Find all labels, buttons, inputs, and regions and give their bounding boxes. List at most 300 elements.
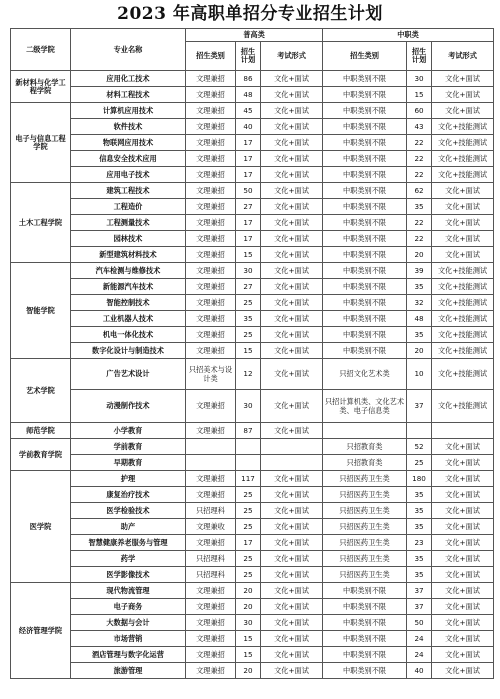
header-vocational-exam: 考试形式 [432,42,494,71]
major-cell: 医学影像技术 [71,567,186,583]
vocational-quota-cell: 32 [407,295,432,311]
vocational-quota-cell: 35 [407,327,432,343]
table-row [11,231,494,247]
general-category-cell: 文理兼招 [186,471,236,487]
general-quota-cell: 17 [236,535,261,551]
vocational-category-cell: 中职类别不限 [323,247,407,263]
table-row [11,519,494,535]
general-category-cell: 文理兼招 [186,135,236,151]
general-exam-cell: 文化+面试 [261,423,323,439]
table-body [11,71,494,679]
table-row [11,471,494,487]
vocational-quota-cell [407,423,432,439]
vocational-category-cell: 中职类别不限 [323,167,407,183]
table-row [11,423,494,439]
major-cell: 工业机器人技术 [71,311,186,327]
vocational-category-cell: 中职类别不限 [323,183,407,199]
header-general-exam: 考试形式 [261,42,323,71]
vocational-quota-cell: 52 [407,439,432,455]
general-exam-cell: 文化+面试 [261,295,323,311]
vocational-category-cell: 中职类别不限 [323,103,407,119]
vocational-category-cell: 中职类别不限 [323,295,407,311]
table-row [11,327,494,343]
vocational-quota-cell: 15 [407,87,432,103]
vocational-exam-cell: 文化+技能测试 [432,263,494,279]
general-category-cell: 文理兼招 [186,343,236,359]
dept-cell: 学前教育学院 [11,439,71,471]
vocational-quota-cell: 24 [407,647,432,663]
table-row [11,295,494,311]
vocational-category-cell: 中职类别不限 [323,631,407,647]
table-row [11,567,494,583]
vocational-category-cell [323,423,407,439]
vocational-category-cell: 中职类别不限 [323,135,407,151]
general-category-cell: 只招理科 [186,503,236,519]
vocational-exam-cell: 文化+面试 [432,87,494,103]
vocational-category-cell: 只招文化艺术类 [323,359,407,390]
general-category-cell: 文理兼招 [186,167,236,183]
vocational-exam-cell: 文化+技能测试 [432,311,494,327]
vocational-category-cell: 中职类别不限 [323,583,407,599]
table-row [11,87,494,103]
general-category-cell: 文理兼招 [186,263,236,279]
vocational-exam-cell: 文化+面试 [432,535,494,551]
vocational-quota-cell: 37 [407,390,432,423]
vocational-exam-cell: 文化+面试 [432,455,494,471]
page-title: 2023 年高职单招分专业招生计划 [117,4,383,24]
vocational-category-cell: 只招计算机类、文化艺术类、电子信息类 [323,390,407,423]
vocational-category-cell: 只招医药卫生类 [323,503,407,519]
table-row [11,439,494,455]
general-exam-cell: 文化+面试 [261,311,323,327]
vocational-exam-cell: 文化+面试 [432,71,494,87]
vocational-quota-cell: 180 [407,471,432,487]
general-quota-cell: 17 [236,215,261,231]
vocational-exam-cell: 文化+面试 [432,519,494,535]
general-quota-cell: 25 [236,327,261,343]
vocational-category-cell: 中职类别不限 [323,71,407,87]
vocational-quota-cell: 30 [407,71,432,87]
vocational-category-cell: 中职类别不限 [323,311,407,327]
general-exam-cell: 文化+面试 [261,390,323,423]
vocational-quota-cell: 37 [407,583,432,599]
general-exam-cell: 文化+面试 [261,327,323,343]
general-exam-cell: 文化+面试 [261,71,323,87]
vocational-category-cell: 中职类别不限 [323,87,407,103]
header-major: 专业名称 [71,29,186,71]
major-cell: 软件技术 [71,119,186,135]
vocational-quota-cell: 43 [407,119,432,135]
vocational-quota-cell: 48 [407,311,432,327]
header-vocational-group: 中职类 [323,29,494,42]
general-category-cell: 文理兼招 [186,615,236,631]
vocational-exam-cell: 文化+技能测试 [432,295,494,311]
major-cell: 康复治疗技术 [71,487,186,503]
table-row [11,183,494,199]
general-category-cell: 文理兼收 [186,519,236,535]
vocational-exam-cell: 文化+面试 [432,247,494,263]
header-vocational-quota: 招生 计划 [407,42,432,71]
vocational-exam-cell: 文化+面试 [432,551,494,567]
dept-cell: 电子与信息工程学院 [11,103,71,183]
table-row [11,631,494,647]
major-cell: 数字化设计与制造技术 [71,343,186,359]
vocational-quota-cell: 20 [407,247,432,263]
major-cell: 信息安全技术应用 [71,151,186,167]
vocational-quota-cell: 20 [407,343,432,359]
general-exam-cell: 文化+面试 [261,263,323,279]
table-row [11,279,494,295]
vocational-category-cell: 中职类别不限 [323,343,407,359]
table-row [11,311,494,327]
general-exam-cell: 文化+面试 [261,583,323,599]
major-cell: 机电一体化技术 [71,327,186,343]
general-category-cell: 文理兼招 [186,103,236,119]
general-quota-cell: 30 [236,615,261,631]
vocational-quota-cell: 22 [407,135,432,151]
table-row [11,71,494,87]
general-category-cell: 文理兼招 [186,119,236,135]
vocational-exam-cell: 文化+面试 [432,615,494,631]
vocational-exam-cell: 文化+技能测试 [432,327,494,343]
table-row [11,615,494,631]
general-quota-cell: 27 [236,199,261,215]
vocational-quota-cell: 35 [407,279,432,295]
vocational-quota-cell: 50 [407,615,432,631]
general-exam-cell: 文化+面试 [261,119,323,135]
major-cell: 电子商务 [71,599,186,615]
vocational-exam-cell: 文化+面试 [432,199,494,215]
general-quota-cell: 12 [236,359,261,390]
vocational-category-cell: 只招医药卫生类 [323,471,407,487]
major-cell: 动漫制作技术 [71,390,186,423]
general-exam-cell: 文化+面试 [261,279,323,295]
vocational-exam-cell: 文化+技能测试 [432,119,494,135]
general-exam-cell: 文化+面试 [261,599,323,615]
general-quota-cell: 15 [236,247,261,263]
general-exam-cell: 文化+面试 [261,535,323,551]
general-category-cell [186,455,236,471]
vocational-category-cell: 中职类别不限 [323,119,407,135]
general-quota-cell [236,455,261,471]
general-quota-cell: 86 [236,71,261,87]
general-exam-cell: 文化+面试 [261,615,323,631]
table-row [11,151,494,167]
general-category-cell: 文理兼招 [186,327,236,343]
vocational-exam-cell: 文化+技能测试 [432,151,494,167]
vocational-exam-cell: 文化+技能测试 [432,167,494,183]
general-category-cell: 文理兼招 [186,390,236,423]
vocational-category-cell: 只招医药卫生类 [323,567,407,583]
table-row [11,199,494,215]
major-cell: 物联网应用技术 [71,135,186,151]
general-exam-cell: 文化+面试 [261,359,323,390]
general-quota-cell: 15 [236,631,261,647]
general-quota-cell: 25 [236,519,261,535]
vocational-quota-cell: 60 [407,103,432,119]
vocational-quota-cell: 22 [407,231,432,247]
general-category-cell: 文理兼招 [186,247,236,263]
general-category-cell: 只招美术与设计类 [186,359,236,390]
major-cell: 智慧健康养老服务与管理 [71,535,186,551]
general-exam-cell: 文化+面试 [261,103,323,119]
general-quota-cell: 25 [236,503,261,519]
general-quota-cell: 17 [236,135,261,151]
vocational-category-cell: 中职类别不限 [323,599,407,615]
general-exam-cell: 文化+面试 [261,567,323,583]
vocational-category-cell: 只招医药卫生类 [323,551,407,567]
vocational-exam-cell: 文化+技能测试 [432,135,494,151]
vocational-quota-cell: 35 [407,199,432,215]
vocational-exam-cell: 文化+技能测试 [432,279,494,295]
vocational-category-cell: 只招医药卫生类 [323,535,407,551]
vocational-category-cell: 只招教育类 [323,439,407,455]
major-cell: 护理 [71,471,186,487]
general-quota-cell: 20 [236,663,261,679]
vocational-exam-cell: 文化+技能测试 [432,359,494,390]
major-cell: 助产 [71,519,186,535]
general-quota-cell [236,439,261,455]
major-cell: 应用化工技术 [71,71,186,87]
table-row [11,599,494,615]
general-exam-cell: 文化+面试 [261,343,323,359]
general-quota-cell: 25 [236,551,261,567]
table-row [11,343,494,359]
vocational-category-cell: 只招教育类 [323,455,407,471]
general-category-cell: 文理兼招 [186,599,236,615]
general-exam-cell: 文化+面试 [261,247,323,263]
general-category-cell: 文理兼招 [186,87,236,103]
table-row [11,167,494,183]
general-exam-cell: 文化+面试 [261,183,323,199]
general-quota-cell: 25 [236,567,261,583]
major-cell: 建筑工程技术 [71,183,186,199]
general-quota-cell: 20 [236,583,261,599]
vocational-exam-cell: 文化+面试 [432,647,494,663]
dept-cell: 智能学院 [11,263,71,359]
vocational-exam-cell: 文化+面试 [432,503,494,519]
vocational-quota-cell: 39 [407,263,432,279]
header-vocational-category: 招生类别 [323,42,407,71]
vocational-exam-cell: 文化+面试 [432,663,494,679]
dept-cell: 新材料与化学工程学院 [11,71,71,103]
general-quota-cell: 40 [236,119,261,135]
major-cell: 小学教育 [71,423,186,439]
general-quota-cell: 17 [236,167,261,183]
general-category-cell: 只招理科 [186,567,236,583]
vocational-category-cell: 中职类别不限 [323,263,407,279]
general-exam-cell: 文化+面试 [261,87,323,103]
general-category-cell: 文理兼招 [186,279,236,295]
vocational-quota-cell: 35 [407,567,432,583]
table-row [11,455,494,471]
major-cell: 新能源汽车技术 [71,279,186,295]
major-cell: 计算机应用技术 [71,103,186,119]
table-row [11,359,494,390]
general-exam-cell: 文化+面试 [261,647,323,663]
vocational-exam-cell: 文化+面试 [432,231,494,247]
general-category-cell: 文理兼招 [186,71,236,87]
vocational-category-cell: 中职类别不限 [323,663,407,679]
general-quota-cell: 15 [236,647,261,663]
general-quota-cell: 17 [236,151,261,167]
vocational-quota-cell: 35 [407,519,432,535]
general-quota-cell: 30 [236,390,261,423]
table-row [11,647,494,663]
dept-cell: 经济管理学院 [11,583,71,679]
major-cell: 学前教育 [71,439,186,455]
general-exam-cell: 文化+面试 [261,663,323,679]
vocational-exam-cell: 文化+面试 [432,215,494,231]
general-category-cell: 文理兼招 [186,583,236,599]
table-row [11,263,494,279]
vocational-category-cell: 中职类别不限 [323,327,407,343]
header-general-group: 普高类 [186,29,323,42]
general-quota-cell: 87 [236,423,261,439]
major-cell: 园林技术 [71,231,186,247]
table-row [11,119,494,135]
dept-cell: 医学院 [11,471,71,583]
major-cell: 材料工程技术 [71,87,186,103]
general-quota-cell: 17 [236,231,261,247]
vocational-category-cell: 中职类别不限 [323,151,407,167]
major-cell: 广告艺术设计 [71,359,186,390]
general-exam-cell: 文化+面试 [261,487,323,503]
general-category-cell: 文理兼招 [186,423,236,439]
vocational-quota-cell: 40 [407,663,432,679]
major-cell: 工程测量技术 [71,215,186,231]
vocational-exam-cell: 文化+面试 [432,471,494,487]
table-row [11,503,494,519]
header-dept: 二级学院 [11,29,71,71]
general-quota-cell: 30 [236,263,261,279]
vocational-quota-cell: 37 [407,599,432,615]
major-cell: 医学检验技术 [71,503,186,519]
major-cell: 市场营销 [71,631,186,647]
vocational-quota-cell: 23 [407,535,432,551]
vocational-exam-cell: 文化+面试 [432,583,494,599]
vocational-exam-cell: 文化+面试 [432,103,494,119]
vocational-exam-cell: 文化+面试 [432,599,494,615]
enrollment-plan-table [10,28,494,679]
general-category-cell: 文理兼招 [186,295,236,311]
vocational-category-cell: 中职类别不限 [323,279,407,295]
dept-cell: 师范学院 [11,423,71,439]
general-exam-cell: 文化+面试 [261,215,323,231]
vocational-category-cell: 中职类别不限 [323,231,407,247]
general-quota-cell: 45 [236,103,261,119]
table-row [11,247,494,263]
vocational-category-cell: 中职类别不限 [323,615,407,631]
general-quota-cell: 20 [236,599,261,615]
vocational-category-cell: 中职类别不限 [323,215,407,231]
vocational-exam-cell: 文化+面试 [432,439,494,455]
table-row [11,390,494,423]
general-exam-cell: 文化+面试 [261,551,323,567]
major-cell: 酒店管理与数字化运营 [71,647,186,663]
general-exam-cell: 文化+面试 [261,151,323,167]
general-quota-cell: 50 [236,183,261,199]
general-exam-cell: 文化+面试 [261,631,323,647]
general-category-cell: 文理兼招 [186,647,236,663]
dept-cell: 艺术学院 [11,359,71,423]
header-general-quota: 招生 计划 [236,42,261,71]
vocational-quota-cell: 24 [407,631,432,647]
vocational-category-cell: 只招医药卫生类 [323,519,407,535]
table-row [11,535,494,551]
vocational-category-cell: 中职类别不限 [323,199,407,215]
general-category-cell: 文理兼招 [186,151,236,167]
vocational-quota-cell: 62 [407,183,432,199]
general-category-cell: 只招理科 [186,551,236,567]
vocational-exam-cell: 文化+面试 [432,487,494,503]
general-exam-cell [261,439,323,455]
vocational-quota-cell: 35 [407,503,432,519]
general-category-cell: 文理兼招 [186,215,236,231]
general-category-cell: 文理兼招 [186,631,236,647]
major-cell: 工程造价 [71,199,186,215]
general-exam-cell: 文化+面试 [261,135,323,151]
major-cell: 汽车检测与维修技术 [71,263,186,279]
general-quota-cell: 27 [236,279,261,295]
general-exam-cell: 文化+面试 [261,519,323,535]
general-category-cell [186,439,236,455]
vocational-quota-cell: 22 [407,215,432,231]
major-cell: 大数据与会计 [71,615,186,631]
major-cell: 现代物流管理 [71,583,186,599]
general-category-cell: 文理兼招 [186,199,236,215]
vocational-exam-cell: 文化+面试 [432,567,494,583]
vocational-exam-cell: 文化+技能测试 [432,390,494,423]
general-exam-cell: 文化+面试 [261,167,323,183]
general-quota-cell: 48 [236,87,261,103]
vocational-quota-cell: 35 [407,487,432,503]
table-row [11,487,494,503]
major-cell: 旅游管理 [71,663,186,679]
table-row [11,663,494,679]
vocational-quota-cell: 35 [407,551,432,567]
vocational-exam-cell: 文化+技能测试 [432,343,494,359]
major-cell: 应用电子技术 [71,167,186,183]
vocational-quota-cell: 10 [407,359,432,390]
vocational-exam-cell: 文化+面试 [432,631,494,647]
table-row [11,551,494,567]
major-cell: 药学 [71,551,186,567]
table-row [11,135,494,151]
vocational-category-cell: 只招医药卫生类 [323,487,407,503]
major-cell: 新型建筑材料技术 [71,247,186,263]
general-category-cell: 文理兼招 [186,183,236,199]
general-quota-cell: 15 [236,343,261,359]
table-row [11,215,494,231]
vocational-quota-cell: 25 [407,455,432,471]
major-cell: 智能控制技术 [71,295,186,311]
header-general-category: 招生类别 [186,42,236,71]
general-quota-cell: 25 [236,487,261,503]
table-row [11,583,494,599]
major-cell: 早期教育 [71,455,186,471]
vocational-category-cell: 中职类别不限 [323,647,407,663]
general-category-cell: 文理兼招 [186,311,236,327]
general-quota-cell: 117 [236,471,261,487]
vocational-quota-cell: 22 [407,167,432,183]
general-category-cell: 文理兼招 [186,231,236,247]
general-category-cell: 文理兼招 [186,487,236,503]
general-exam-cell: 文化+面试 [261,199,323,215]
general-exam-cell: 文化+面试 [261,503,323,519]
general-exam-cell: 文化+面试 [261,231,323,247]
dept-cell: 土木工程学院 [11,183,71,263]
